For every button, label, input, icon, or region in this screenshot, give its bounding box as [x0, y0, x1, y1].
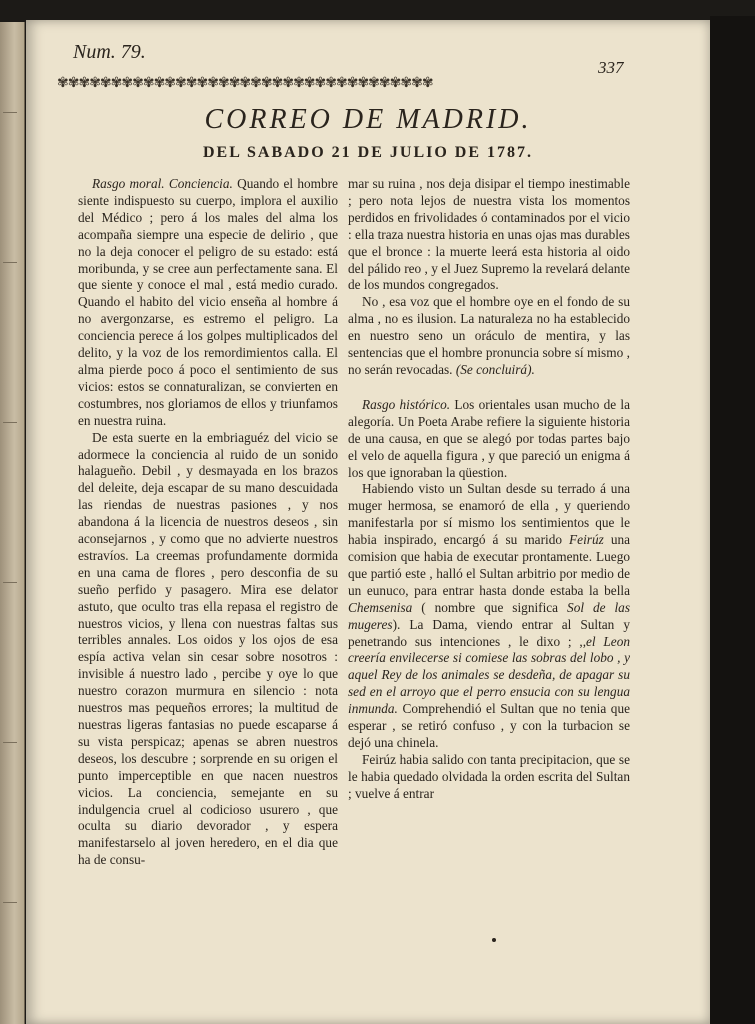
newspaper-page — [26, 20, 710, 1024]
scan-border — [710, 16, 755, 1024]
ornamental-rule: ✾✾✾✾✾✾✾✾✾✾✾✾✾✾✾✾✾✾✾✾✾✾✾✾✾✾✾✾✾✾✾✾✾✾✾ — [57, 75, 433, 91]
left-column — [78, 176, 338, 869]
quoted-speech: el Leon creería envilecerse si comiese las sobras del lobo , y aquel Rey de los animales se desdeña, de apagar su sed en el arroyo que el perro ensucia con su lengua inmunda. — [348, 633, 631, 717]
article-heading: Rasgo histórico. — [362, 396, 451, 412]
masthead-title: CORREO DE MADRID. — [204, 104, 532, 135]
page-number: 337 — [598, 58, 624, 77]
dateline: DEL SABADO 21 DE JULIO DE 1787. — [202, 144, 534, 161]
article-paragraph: Rasgo histórico. Los orientales usan mucho de la alegoría. Un Poeta Arabe refiere la siguiente historia de una causa, en que se alegó por todas partes bajo el velo de aquella figura , y que pareció un enigma á los que ignoraban la qüestion. — [348, 396, 631, 480]
right-column — [348, 176, 630, 803]
article-paragraph: Feirúz habia salido con tanta precipitacion, que se le habia quedado olvidada la orden escrita del Sultan ; vuelve á entrar — [348, 751, 630, 801]
adjacent-page-edge — [0, 22, 25, 1024]
article-paragraph: Habiendo visto un Sultan desde su terrado á una muger hermosa, se enamoró de ella , y queriendo manifestarla por sí mismo los sentimientos que le habia inspirado, encargó á su marido Feirúz una comision que habia de executar prontamente. Luego que partió este , halló el Sultan arbitrio por medio de un eunuco, para entrar hasta donde estaba la bella Chemsenisa ( nombre que significa Sol de las mugeres). La Dama, viendo entrar al Sultan y penetrando sus intenciones , le dixo ; ,,el Leon creería envilecerse si comiese las sobras del lobo , y aquel Rey de los animales se desdeña, de apagar su sed en el arroyo que el perro ensucia con su lengua inmunda. Comprehendió el Sultan que no tenia que esperar , se retiró confuso , y con la turbacion se dejó una chinela. — [348, 481, 631, 750]
article-paragraph: No , esa voz que el hombre oye en el fondo de su alma , no es ilusion. La naturaleza no ha establecido en nuestro seno un oráculo de mentira, y las sentencias que el hombre pronuncia sobre sí mismo , no serán revocadas. (Se concluirá). — [348, 294, 630, 377]
continuation-note: (Se concluirá). — [455, 361, 535, 377]
article-paragraph: mar su ruina , nos deja disipar el tiempo inestimable ; pero nota lejos de nuestra vista los momentos perdidos en frivolidades ó contaminados por el vicio : ella traza nuestra historia en unas ojas mas durables que el bronce : la muerte leerá esta historia al oido del pálido reo , y el Juez Supremo la revelará delante de los mundos congregados. — [348, 176, 630, 293]
article-heading: Rasgo moral. Conciencia. — [92, 176, 233, 191]
article-paragraph: De esta suerte en la embriaguéz del vicio se adormece la conciencia al ruido de un sonido halagueño. Debil , y desmayada en los brazos del deleite, deja escapar de su mano descuidada las riendas de nuestras pasiones , y nos abandona á la licencia de nuestros deseos , sin aconsejarnos , y como que no advierte nuestros estravíos. La creemas profundamente dormida en una cama de flores , pero desconfia de su sueño perfido y pasagero. Mira ese delator astuto, que oculto tras ella repasa el registro de nuestros vicios, y llena con nuestras faltas sus terribles annales. Los oidos y los ojos de esa espía activa velan sin cesar sobre nosotros : invisible á nuestro lado , percibe y oye lo que nuestro corazon murmura en silencio : nota nuestros mas pequeños errores; la multitud de nuestras ligeras fantasias no puede escaparse á su vista perspicaz; apenas se abren nuestros deseos, los descubre ; sorprende en su origen el punto imperceptible en que nacen nuestros vicios. La conciencia, semejante en su indulgencia cruel al codicioso usurero , que oculta su diario devorador , y espera manifestarselo al joven heredero, en el dia que ha de consu- — [78, 429, 338, 868]
article-paragraph: Rasgo moral. Conciencia. Quando el hombre siente indispuesto su cuerpo, implora el auxilio del Médico ; pero á los males del alma los acompaña siempre una especie de delirio , que no la deja conocer el peligro de su estado: está moribunda, y se cree aun perfectamente sana. El que siente y conoce el mal , está medio curado. Quando el habito del vicio enseña al hombre á no avergonzarse, es estremo el peligro. La conciencia perece á los golpes multiplicados del delito, y la voz de los remordimientos calla. El alma pierde poco á poco el sentimiento de sus vicios: estos se connaturalizan, se convierten en costumbres, nos gloriamos de ellos y triunfamos en nuestra ruina. — [78, 176, 338, 428]
issue-number: Num. 79. — [73, 41, 146, 63]
ink-dot — [492, 938, 496, 942]
